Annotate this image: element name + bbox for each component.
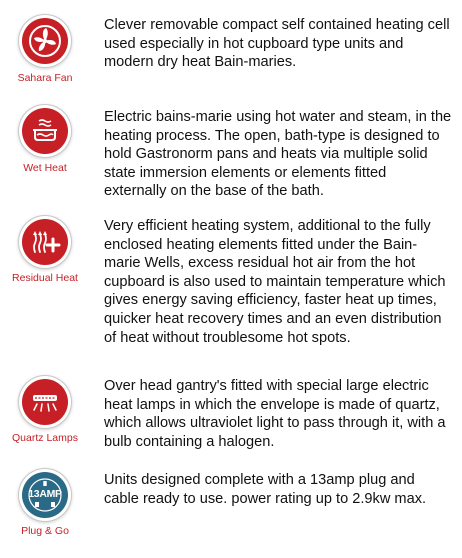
feature-caption: Residual Heat [12, 272, 78, 284]
feature-caption: Wet Heat [23, 162, 67, 174]
feature-description: Very efficient heating system, additional to the fully enclosed heating elements fitted under the Bain-marie Wells, excess residual hot air from the hot cupboard is also used to maintain temperature which gives energy saving efficiency, faster heat up times, quicker heat recovery times and an even distribution of heat without troublesome hot spots. [104, 218, 446, 346]
feature-description: Over head gantry's fitted with special large electric heat lamps in which the envelope is made of quartz, which allows ultraviolet light to pass through it, with a bulb containing a halogen. [104, 378, 446, 450]
feature-description: Electric bains-marie using hot water and steam, in the heating process. The open, bath-type is designed to hold Gastronorm pans and heats via multiple solid state immersion elements or elements fitted externally on the base of the bath. [104, 109, 452, 200]
feature-caption: Plug & Go [21, 525, 69, 537]
feature-caption: Sahara Fan [17, 72, 73, 84]
feature-description: Units designed complete with a 13amp plug and cable ready to use. power rating up to 2.9kw max. [104, 472, 427, 507]
plug-icon [22, 472, 68, 518]
feature-description: Clever removable compact self contained heating cell used especially in hot cupboard type units and modern dry heat Bain-maries. [104, 17, 450, 71]
feature-caption: Quartz Lamps [12, 432, 78, 444]
plug-badge-text: 13AMP [28, 488, 62, 500]
